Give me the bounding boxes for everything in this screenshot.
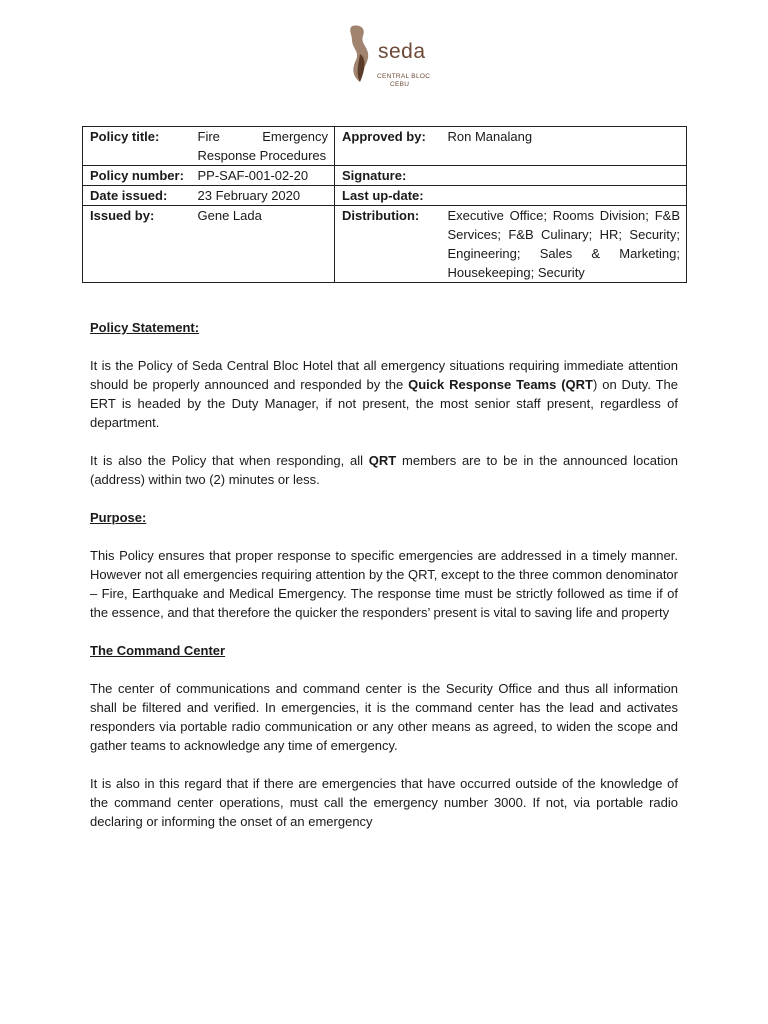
logo-city: CEBU <box>390 81 410 88</box>
distribution-label: Distribution: <box>335 206 441 283</box>
seda-logo-icon <box>346 24 378 84</box>
policy-body <box>90 318 678 831</box>
last-update-value <box>441 186 687 206</box>
policy-number-label: Policy number: <box>83 166 191 186</box>
seda-logo <box>346 24 431 94</box>
command-center-heading: The Command Center <box>90 643 226 658</box>
policy-statement-paragraph-1: It is the Policy of Seda Central Bloc Hotel that all emergency situations requiring immediate attention should be properly announced and responded by the Quick Response Teams (QRT) on Duty. The ERT is headed by the Duty Manager, if not present, the most senior staff present, regardless of department. <box>90 358 678 430</box>
signature-value <box>441 166 687 186</box>
issued-by-label: Issued by: <box>83 206 191 283</box>
table-row <box>83 206 687 283</box>
purpose-paragraph: This Policy ensures that proper response to specific emergencies are addressed in a timely manner. However not all emergencies requiring attention by the QRT, except to the three common denominator – Fire, Earthquake and Medical Emergency. The response time must be strictly followed as time if of the essence, and that therefore the quicker the responders’ present is vital to saving life and property <box>90 548 678 620</box>
policy-statement-heading: Policy Statement: <box>90 320 200 335</box>
policy-number-value: PP-SAF-001-02-20 <box>191 166 335 186</box>
approved-by-value: Ron Manalang <box>441 127 687 166</box>
command-center-paragraph-2: It is also in this regard that if there are emergencies that have occurred outside of the knowledge of the command center operations, must call the emergency number 3000. If not, via portable radio declaring or informing the onset of an emergency <box>90 776 678 829</box>
table-row <box>83 186 687 206</box>
last-update-label: Last up-date: <box>335 186 441 206</box>
policy-meta-table <box>82 126 687 283</box>
logo-brand: seda <box>378 40 426 63</box>
signature-label: Signature: <box>335 166 441 186</box>
policy-title-value: Fire Emergency Response Procedures <box>191 127 335 166</box>
table-row <box>83 166 687 186</box>
date-issued-value: 23 February 2020 <box>191 186 335 206</box>
issued-by-value: Gene Lada <box>191 206 335 283</box>
policy-title-label: Policy title: <box>83 127 191 166</box>
command-center-paragraph-1: The center of communications and command center is the Security Office and thus all information shall be filtered and verified. In emergencies, it is the command center has the lead and activates responders via portable radio communication or any other means as agreed, to widen the scope and gather teams to acknowledge any time of emergency. <box>90 681 678 753</box>
logo-subtitle: CENTRAL BLOC <box>377 73 431 80</box>
purpose-heading: Purpose: <box>90 510 147 525</box>
distribution-value: Executive Office; Rooms Division; F&B Services; F&B Culinary; HR; Security; Engineering; Sales & Marketing; Housekeeping; Security <box>441 206 687 283</box>
date-issued-label: Date issued: <box>83 186 191 206</box>
table-row <box>83 127 687 166</box>
policy-statement-paragraph-2: It is also the Policy that when responding, all QRT members are to be in the announced location (address) within two (2) minutes or less. <box>90 453 678 487</box>
approved-by-label: Approved by: <box>335 127 441 166</box>
